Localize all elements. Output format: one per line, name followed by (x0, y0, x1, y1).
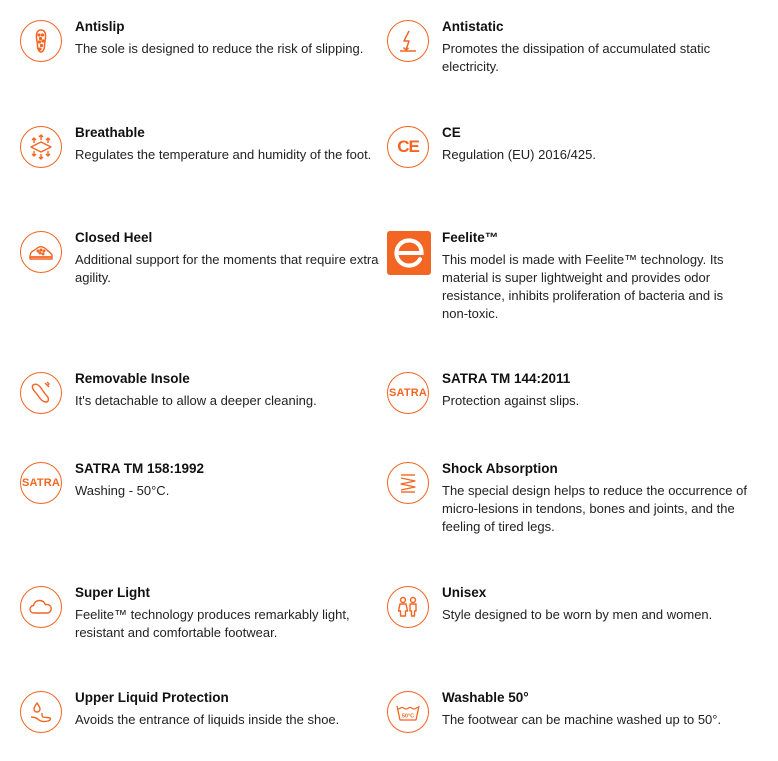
satra-icon: SATRA (387, 372, 431, 416)
feature-description: Avoids the entrance of liquids inside the shoe. (75, 712, 340, 727)
feature-description: The footwear can be machine washed up to 50°. (442, 712, 722, 727)
feature-title: Breathable (75, 125, 145, 140)
feature-description: Washing - 50°C. (75, 483, 170, 498)
feature-description: Regulates the temperature and humidity of the foot. (75, 147, 372, 162)
wash-temperature-label: 50°C (401, 713, 415, 720)
washing-tub-icon (387, 691, 431, 735)
feature-title: SATRA TM 158:1992 (75, 461, 205, 476)
feature-description: This model is made with Feelite™ technology. Its material is super lightweight and provides odor resistance, inhibits proliferation of bacteria and is non-toxic. (442, 252, 724, 321)
feature-description: Regulation (EU) 2016/425. (442, 147, 596, 162)
feature-title: Shock Absorption (442, 461, 558, 476)
unisex-icon (387, 586, 431, 630)
feature-title: Antislip (75, 19, 125, 34)
sole-pattern-icon (20, 20, 64, 64)
liquid-drops-icon (20, 691, 64, 735)
feature-title: Antistatic (442, 19, 504, 34)
insole-icon (20, 372, 64, 416)
feature-description: Feelite™ technology produces remarkably light, resistant and comfortable footwear. (75, 607, 350, 640)
feature-title: Unisex (442, 585, 487, 600)
feature-title: Super Light (75, 585, 150, 600)
feelite-logo-icon (387, 231, 431, 275)
feature-title: CE (442, 125, 461, 140)
feature-title: SATRA TM 144:2011 (442, 371, 571, 386)
feature-description: The special design helps to reduce the occurrence of micro-lesions in tendons, bones and joints, and the feeling of tired legs. (442, 483, 747, 534)
feature-title: Washable 50° (442, 690, 529, 705)
cloud-icon (20, 586, 64, 630)
feature-description: The sole is designed to reduce the risk of slipping. (75, 41, 364, 56)
clog-shoe-icon (20, 231, 64, 275)
feature-description: Promotes the dissipation of accumulated static electricity. (442, 41, 711, 74)
feature-title: Removable Insole (75, 371, 190, 386)
feature-title: Upper Liquid Protection (75, 690, 229, 705)
feature-description: Additional support for the moments that require extra agility. (75, 252, 379, 285)
lightning-icon (387, 20, 431, 64)
spring-icon (387, 462, 431, 506)
feature-description: Style designed to be worn by men and women. (442, 607, 713, 622)
breathable-arrows-icon (20, 126, 64, 170)
feature-description: It's detachable to allow a deeper cleaning. (75, 393, 317, 408)
feature-title: Closed Heel (75, 230, 153, 245)
ce-mark-icon: CE (387, 126, 431, 170)
feature-title: Feelite™ (442, 230, 499, 245)
satra-icon: SATRA (20, 462, 64, 506)
feature-description: Protection against slips. (442, 393, 580, 408)
